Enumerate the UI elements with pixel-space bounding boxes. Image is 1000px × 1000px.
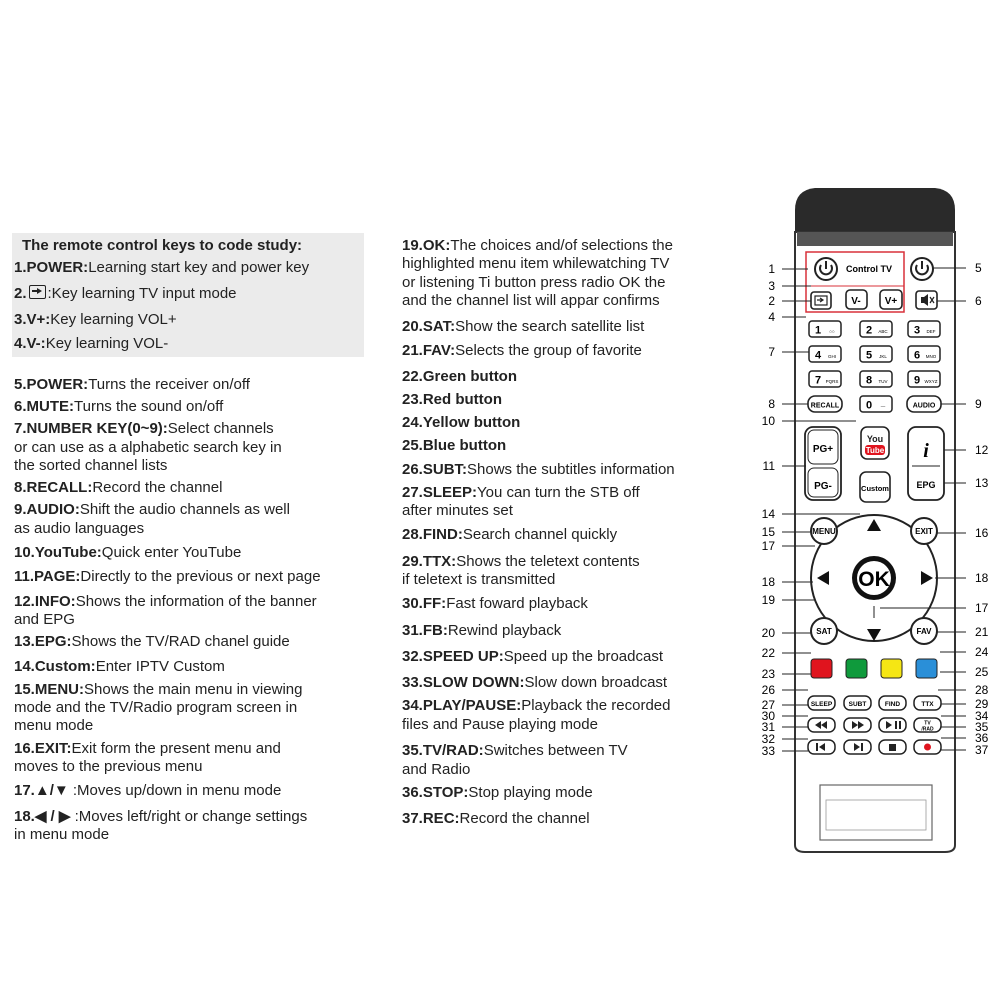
key-desc-8: 8.RECALL:Record the channel — [14, 479, 223, 496]
callout-26: 26 — [761, 683, 775, 697]
key-desc-33: 33.SLOW DOWN:Slow down broadcast — [402, 674, 668, 691]
svg-text:7: 7 — [814, 374, 822, 387]
callout-33: 33 — [761, 744, 775, 758]
svg-text:MENU: MENU — [812, 527, 836, 536]
fav-button[interactable] — [911, 618, 937, 644]
svg-text:ABC: ABC — [878, 329, 888, 334]
remote-top-cap — [795, 188, 955, 235]
key-desc-27: 27.SLEEP:You can turn the STB off — [402, 484, 640, 501]
number-key-3[interactable] — [908, 321, 940, 337]
key-desc-22: 22.Green button — [402, 368, 518, 385]
subt-button[interactable] — [844, 696, 871, 710]
key-desc-11: 11.PAGE:Directly to the previous or next page — [14, 568, 321, 585]
stop-icon — [889, 744, 896, 751]
svg-text:SLEEP: SLEEP — [810, 701, 833, 708]
callout-16: 16 — [975, 526, 989, 540]
svg-text:SUBT: SUBT — [848, 701, 867, 708]
callout-10: 10 — [761, 414, 775, 428]
svg-text:MNO: MNO — [925, 354, 937, 359]
callout-1: 1 — [768, 262, 775, 276]
key-desc-30: 30.FF:Fast foward playback — [402, 595, 588, 612]
svg-text:Tube: Tube — [865, 446, 885, 455]
callout-30: 30 — [761, 709, 775, 723]
callout-27: 27 — [761, 698, 775, 712]
svg-text:DEF: DEF — [926, 329, 936, 334]
page-up-button[interactable]: PG+ — [812, 444, 834, 455]
key-desc-19-cont3: and the channel list will appar confirms — [402, 292, 660, 309]
callout-34: 34 — [975, 709, 989, 723]
info-button[interactable]: i — [923, 440, 929, 462]
yellow-button[interactable] — [881, 659, 902, 678]
fast-backward-button[interactable] — [808, 718, 835, 732]
key-desc-12: 12.INFO:Shows the information of the banner — [14, 593, 317, 610]
svg-text:3: 3 — [913, 324, 921, 337]
remote-top-band — [797, 232, 953, 246]
callout-23: 23 — [761, 667, 775, 681]
callout-32: 32 — [761, 732, 775, 746]
sleep-button[interactable] — [808, 696, 835, 710]
find-button[interactable] — [879, 696, 906, 710]
page-down-button[interactable]: PG- — [814, 481, 832, 492]
sat-button[interactable] — [811, 618, 837, 644]
callout-21: 21 — [975, 625, 989, 639]
youtube-button[interactable] — [861, 427, 889, 459]
callout-12: 12 — [975, 443, 989, 457]
svg-text:AUDIO: AUDIO — [912, 402, 936, 410]
study-item-4: 4.V-:Key learning VOL- — [14, 335, 169, 352]
vol-up-button[interactable] — [880, 290, 902, 309]
svg-text:TUV: TUV — [878, 379, 888, 384]
ttx-button[interactable] — [914, 696, 941, 710]
key-desc-34-cont: files and Pause playing mode — [402, 716, 598, 733]
study-item-2: 2. :Key learning TV input mode — [14, 285, 237, 302]
key-desc-35-cont: and Radio — [402, 761, 471, 778]
svg-text:/RAD: /RAD — [921, 726, 934, 733]
callout-24: 24 — [975, 645, 989, 659]
key-desc-9-cont: as audio languages — [14, 520, 145, 537]
key-desc-16: 16.EXIT:Exit form the present menu and — [14, 740, 281, 757]
record-icon — [924, 744, 931, 751]
callout-13: 13 — [975, 476, 989, 490]
key-desc-17: 17.▲/▼ :Moves up/down in menu mode — [14, 782, 282, 799]
svg-text:PQRS: PQRS — [825, 379, 839, 384]
svg-text:TV: TV — [924, 720, 931, 727]
callout-6: 6 — [975, 294, 982, 308]
key-desc-36: 36.STOP:Stop playing mode — [402, 784, 593, 801]
tv-input-button[interactable] — [811, 292, 831, 309]
key-desc-18-cont: in menu mode — [14, 826, 110, 843]
svg-text:WXYZ: WXYZ — [924, 379, 938, 384]
tv-input-icon — [29, 285, 46, 299]
svg-text:9: 9 — [913, 374, 921, 387]
blue-button[interactable] — [916, 659, 937, 678]
svg-text:GHI: GHI — [827, 354, 837, 359]
svg-text:RECALL: RECALL — [810, 402, 840, 410]
key-desc-13: 13.EPG:Shows the TV/RAD chanel guide — [14, 633, 290, 650]
callout-35: 35 — [975, 720, 989, 734]
key-desc-19-cont: highlighted menu item whilewatching TV — [402, 255, 670, 272]
svg-text:5: 5 — [865, 349, 873, 362]
key-desc-19: 19.OK:The choices and/of selections the — [402, 237, 673, 254]
svg-text:2: 2 — [865, 324, 873, 337]
key-desc-21: 21.FAV:Selects the group of favorite — [402, 342, 642, 359]
callout-3: 3 — [768, 279, 775, 293]
number-key-2[interactable] — [860, 321, 892, 337]
key-desc-10: 10.YouTube:Quick enter YouTube — [14, 544, 242, 561]
key-desc-37: 37.REC:Record the channel — [402, 810, 590, 827]
key-desc-7-cont: or can use as a alphabetic search key in — [14, 439, 282, 456]
red-button[interactable] — [811, 659, 832, 678]
audio-button[interactable] — [907, 396, 941, 412]
key-desc-28: 28.FIND:Search channel quickly — [402, 526, 618, 543]
key-desc-25: 25.Blue button — [402, 437, 507, 454]
callout-11: 11 — [762, 459, 775, 473]
number-key-0[interactable] — [860, 396, 892, 412]
key-desc-15-cont2: menu mode — [14, 717, 94, 734]
key-desc-15-cont: mode and the TV/Radio program screen in — [14, 699, 298, 716]
callout-5: 5 — [975, 261, 982, 275]
key-desc-6: 6.MUTE:Turns the sound on/off — [14, 398, 224, 415]
key-desc-20: 20.SAT:Show the search satellite list — [402, 318, 645, 335]
tv-rad-button[interactable] — [914, 718, 941, 733]
svg-text:FIND: FIND — [884, 701, 901, 708]
callout-31: 31 — [761, 720, 775, 734]
callout-25: 25 — [975, 665, 989, 679]
callout-19: 19 — [761, 593, 775, 607]
callout-15: 15 — [761, 525, 775, 539]
callout-37: 37 — [975, 743, 989, 757]
svg-text:You: You — [866, 434, 884, 444]
svg-text:EXIT: EXIT — [915, 527, 933, 536]
svg-text:0: 0 — [865, 399, 873, 412]
recall-button[interactable] — [808, 396, 842, 412]
number-key-9[interactable] — [908, 371, 940, 387]
key-desc-7: 7.NUMBER KEY(0~9):Select channels — [14, 420, 274, 437]
remote-control-diagram — [752, 185, 1000, 857]
callout-4: 4 — [768, 310, 775, 324]
svg-text:FAV: FAV — [916, 627, 932, 636]
callout-18: 18 — [761, 575, 775, 589]
page-rocker — [805, 427, 841, 500]
callout-8: 8 — [768, 397, 775, 411]
svg-text:V+: V+ — [884, 296, 898, 307]
number-key-1[interactable] — [809, 321, 841, 337]
menu-button[interactable] — [811, 518, 837, 544]
svg-text:○○: ○○ — [829, 329, 835, 334]
number-key-8[interactable] — [860, 371, 892, 387]
key-desc-18: 18.◀ / ▶ :Moves left/right or change settings — [14, 808, 308, 825]
record-button[interactable] — [914, 740, 941, 754]
epg-button[interactable]: EPG — [916, 480, 936, 490]
number-key-7[interactable] — [809, 371, 841, 387]
key-desc-16-cont: moves to the previous menu — [14, 758, 203, 775]
svg-text:1: 1 — [814, 324, 822, 337]
callout-22: 22 — [761, 646, 775, 660]
mute-button[interactable] — [916, 291, 937, 309]
control-tv-label: Control TV — [846, 264, 892, 274]
key-desc-34: 34.PLAY/PAUSE:Playback the recorded — [402, 697, 671, 714]
speed-up-button[interactable] — [844, 740, 871, 754]
callout-14: 14 — [761, 507, 775, 521]
green-button[interactable] — [846, 659, 867, 678]
svg-text:8: 8 — [865, 374, 873, 387]
number-key-5[interactable] — [860, 346, 892, 362]
key-desc-31: 31.FB:Rewind playback — [402, 622, 562, 639]
svg-text:—: — — [880, 404, 886, 409]
callout-17: 17 — [975, 601, 989, 615]
key-desc-29: 29.TTX:Shows the teletext contents — [402, 553, 640, 570]
number-key-6[interactable] — [908, 346, 940, 362]
number-key-4[interactable] — [809, 346, 841, 362]
key-desc-23: 23.Red button — [402, 391, 502, 408]
callout-29: 29 — [975, 697, 989, 711]
callout-36: 36 — [975, 731, 989, 745]
svg-text:V-: V- — [851, 296, 861, 307]
svg-text:TTX: TTX — [921, 701, 934, 708]
key-desc-32: 32.SPEED UP:Speed up the broadcast — [402, 648, 664, 665]
slow-down-button[interactable] — [808, 740, 835, 754]
callout-20: 20 — [761, 626, 775, 640]
callout-28: 28 — [975, 683, 989, 697]
svg-text:JKL: JKL — [879, 354, 887, 359]
callout-7: 7 — [768, 345, 775, 359]
key-desc-14: 14.Custom:Enter IPTV Custom — [14, 658, 225, 675]
exit-button[interactable] — [911, 518, 937, 544]
ok-button[interactable]: OK — [858, 568, 890, 591]
key-desc-24: 24.Yellow button — [402, 414, 521, 431]
study-item-1: 1.POWER:Learning start key and power key — [14, 259, 310, 276]
receiver-power-button[interactable] — [911, 258, 933, 280]
info-epg-rocker — [908, 427, 944, 500]
key-desc-5: 5.POWER:Turns the receiver on/off — [14, 376, 250, 393]
key-desc-7-cont2: the sorted channel lists — [14, 457, 168, 474]
key-desc-27-cont: after minutes set — [402, 502, 513, 519]
tv-power-button[interactable] — [815, 258, 837, 280]
fast-forward-button[interactable] — [844, 718, 871, 732]
key-desc-19-cont2: or listening Ti button press radio OK the — [402, 274, 666, 291]
custom-button[interactable] — [860, 472, 890, 502]
svg-text:6: 6 — [913, 349, 921, 362]
callout-17: 17 — [761, 539, 775, 553]
key-desc-12-cont: and EPG — [14, 611, 75, 628]
svg-text:4: 4 — [814, 349, 822, 362]
study-heading: The remote control keys to code study: — [22, 237, 303, 254]
key-desc-29-cont: if teletext is transmitted — [402, 571, 556, 588]
key-desc-9: 9.AUDIO:Shift the audio channels as well — [14, 501, 290, 518]
callout-2: 2 — [768, 294, 775, 308]
play-pause-button[interactable] — [879, 718, 906, 732]
svg-text:Custom: Custom — [861, 484, 889, 493]
study-item-3: 3.V+:Key learning VOL+ — [14, 311, 177, 328]
stop-button[interactable] — [879, 740, 906, 754]
callout-18: 18 — [975, 571, 989, 585]
vol-down-button[interactable] — [846, 290, 867, 309]
svg-text:SAT: SAT — [816, 627, 832, 636]
key-desc-26: 26.SUBT:Shows the subtitles information — [402, 461, 675, 478]
key-desc-15: 15.MENU:Shows the main menu in viewing — [14, 681, 303, 698]
key-desc-35: 35.TV/RAD:Switches between TV — [402, 742, 628, 759]
callout-9: 9 — [975, 397, 982, 411]
